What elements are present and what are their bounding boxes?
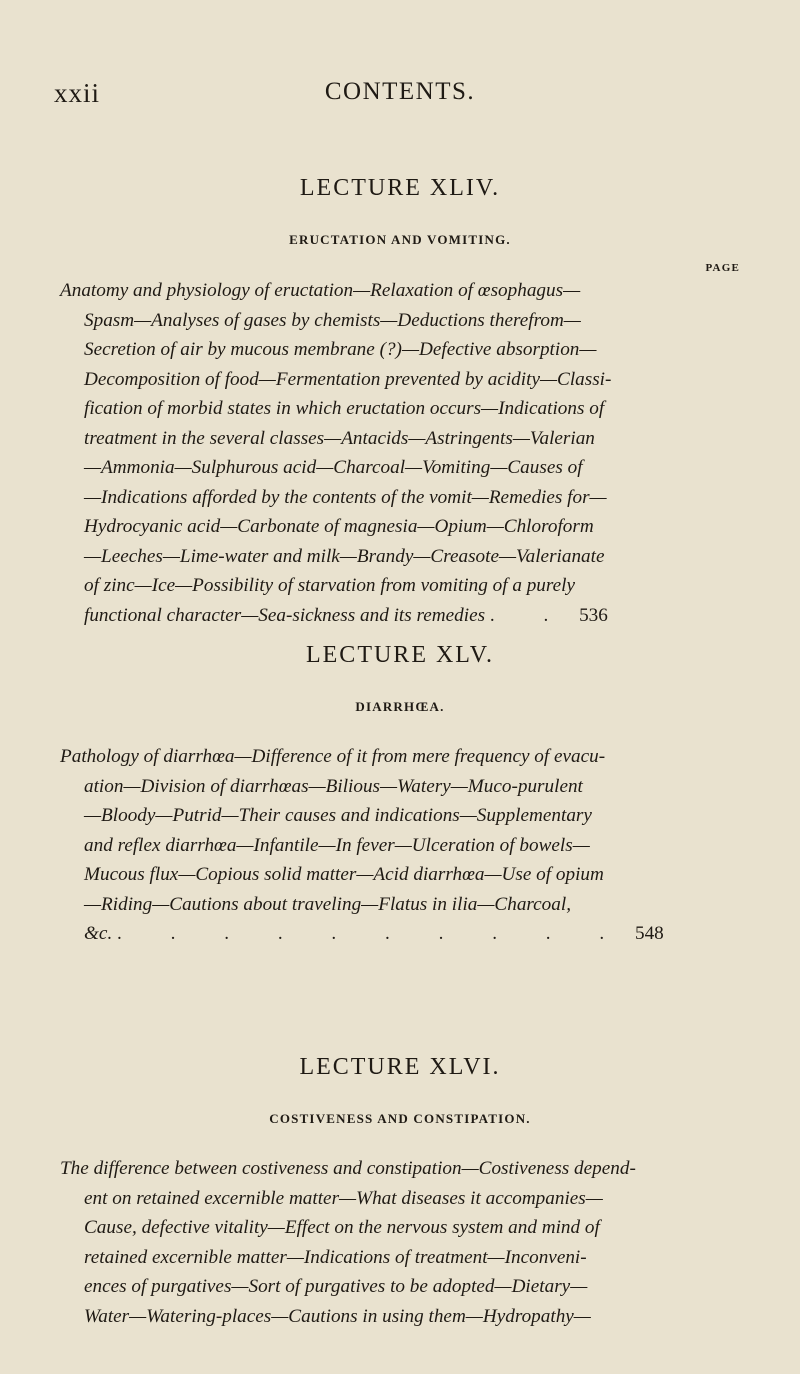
contents-line: Secretion of air by mucous membrane (?)—Defective absorption— — [84, 339, 597, 360]
lecture-section — [0, 1054, 800, 1127]
contents-line: fication of morbid states in which eructation occurs—Indications of — [84, 398, 605, 419]
contents-line: Anatomy and physiology of eructation—Relaxation of œsophagus— — [60, 280, 581, 301]
contents-line: and reflex diarrhœa—Infantile—In fever—Ulceration of bowels— — [84, 834, 590, 856]
lecture-subtitle: ERUCTATION AND VOMITING. — [289, 232, 511, 247]
lecture-contents — [60, 742, 740, 949]
contents-line: ent on retained excernible matter—What diseases it accompanies— — [84, 1187, 603, 1209]
page-reference: 536 — [579, 604, 608, 626]
contents-last-line — [60, 601, 740, 631]
contents-line: of zinc—Ice—Possibility of starvation from vomiting of a purely — [84, 575, 576, 596]
contents-line: retained excernible matter—Indications of treatment—Inconveni- — [84, 1246, 587, 1268]
lecture-title: LECTURE XLIV. — [299, 175, 501, 201]
contents-line: Mucous flux—Copious solid matter—Acid diarrhœa—Use of opium — [84, 864, 604, 885]
contents-line: ences of purgatives—Sort of purgatives to be adopted—Dietary— — [84, 1276, 588, 1297]
contents-line: functional character—Sea-sickness and its remedies — [84, 604, 486, 626]
lecture-contents — [60, 1154, 740, 1331]
contents-line: The difference between costiveness and constipation—Costiveness depend- — [60, 1158, 636, 1179]
contents-line: &c. — [84, 923, 113, 944]
lecture-subtitle: COSTIVENESS AND CONSTIPATION. — [269, 1111, 531, 1126]
lecture-title: LECTURE XLVI. — [299, 1054, 501, 1080]
page-number: xxii — [54, 78, 101, 108]
contents-line: Cause, defective vitality—Effect on the nervous system and mind of — [84, 1217, 600, 1238]
contents-line: ation—Division of diarrhœas—Bilious—Watery—Muco-purulent — [84, 775, 583, 797]
contents-line: —Indications afforded by the contents of the vomit—Remedies for— — [84, 486, 607, 508]
dot-leader: . . — [489, 604, 571, 626]
contents-last-line — [60, 919, 740, 949]
lecture-section — [0, 175, 800, 248]
page-column-label: PAGE — [705, 262, 740, 274]
contents-line: Spasm—Analyses of gases by chemists—Deductions therefrom— — [84, 309, 581, 331]
contents-line: Pathology of diarrhœa—Difference of it from mere frequency of evacu- — [60, 746, 606, 767]
page-reference: 548 — [634, 923, 664, 944]
contents-line: treatment in the several classes—Antacids—Astringents—Valerian — [84, 427, 595, 449]
page-header — [0, 78, 800, 118]
contents-line: Hydrocyanic acid—Carbonate of magnesia—Opium—Chloroform — [84, 516, 594, 537]
contents-line: —Ammonia—Sulphurous acid—Charcoal—Vomiting—Causes of — [84, 457, 583, 478]
contents-line: Water—Watering-places—Cautions in using them—Hydropathy— — [84, 1305, 591, 1327]
contents-line: —Riding—Cautions about traveling—Flatus in ilia—Charcoal, — [84, 893, 571, 915]
contents-line: —Leeches—Lime-water and milk—Brandy—Creasote—Valerianate — [84, 545, 605, 567]
lecture-title: LECTURE XLV. — [305, 642, 494, 668]
contents-line: Decomposition of food—Fermentation prevented by acidity—Classi- — [84, 368, 612, 390]
dot-leader: . . . . . . . . . . — [117, 923, 627, 944]
contents-line: —Bloody—Putrid—Their causes and indications—Supplementary — [84, 805, 592, 826]
lecture-subtitle: DIARRHŒA. — [355, 699, 445, 714]
running-title: CONTENTS. — [324, 78, 476, 105]
lecture-contents — [60, 276, 740, 630]
lecture-section — [0, 642, 800, 715]
